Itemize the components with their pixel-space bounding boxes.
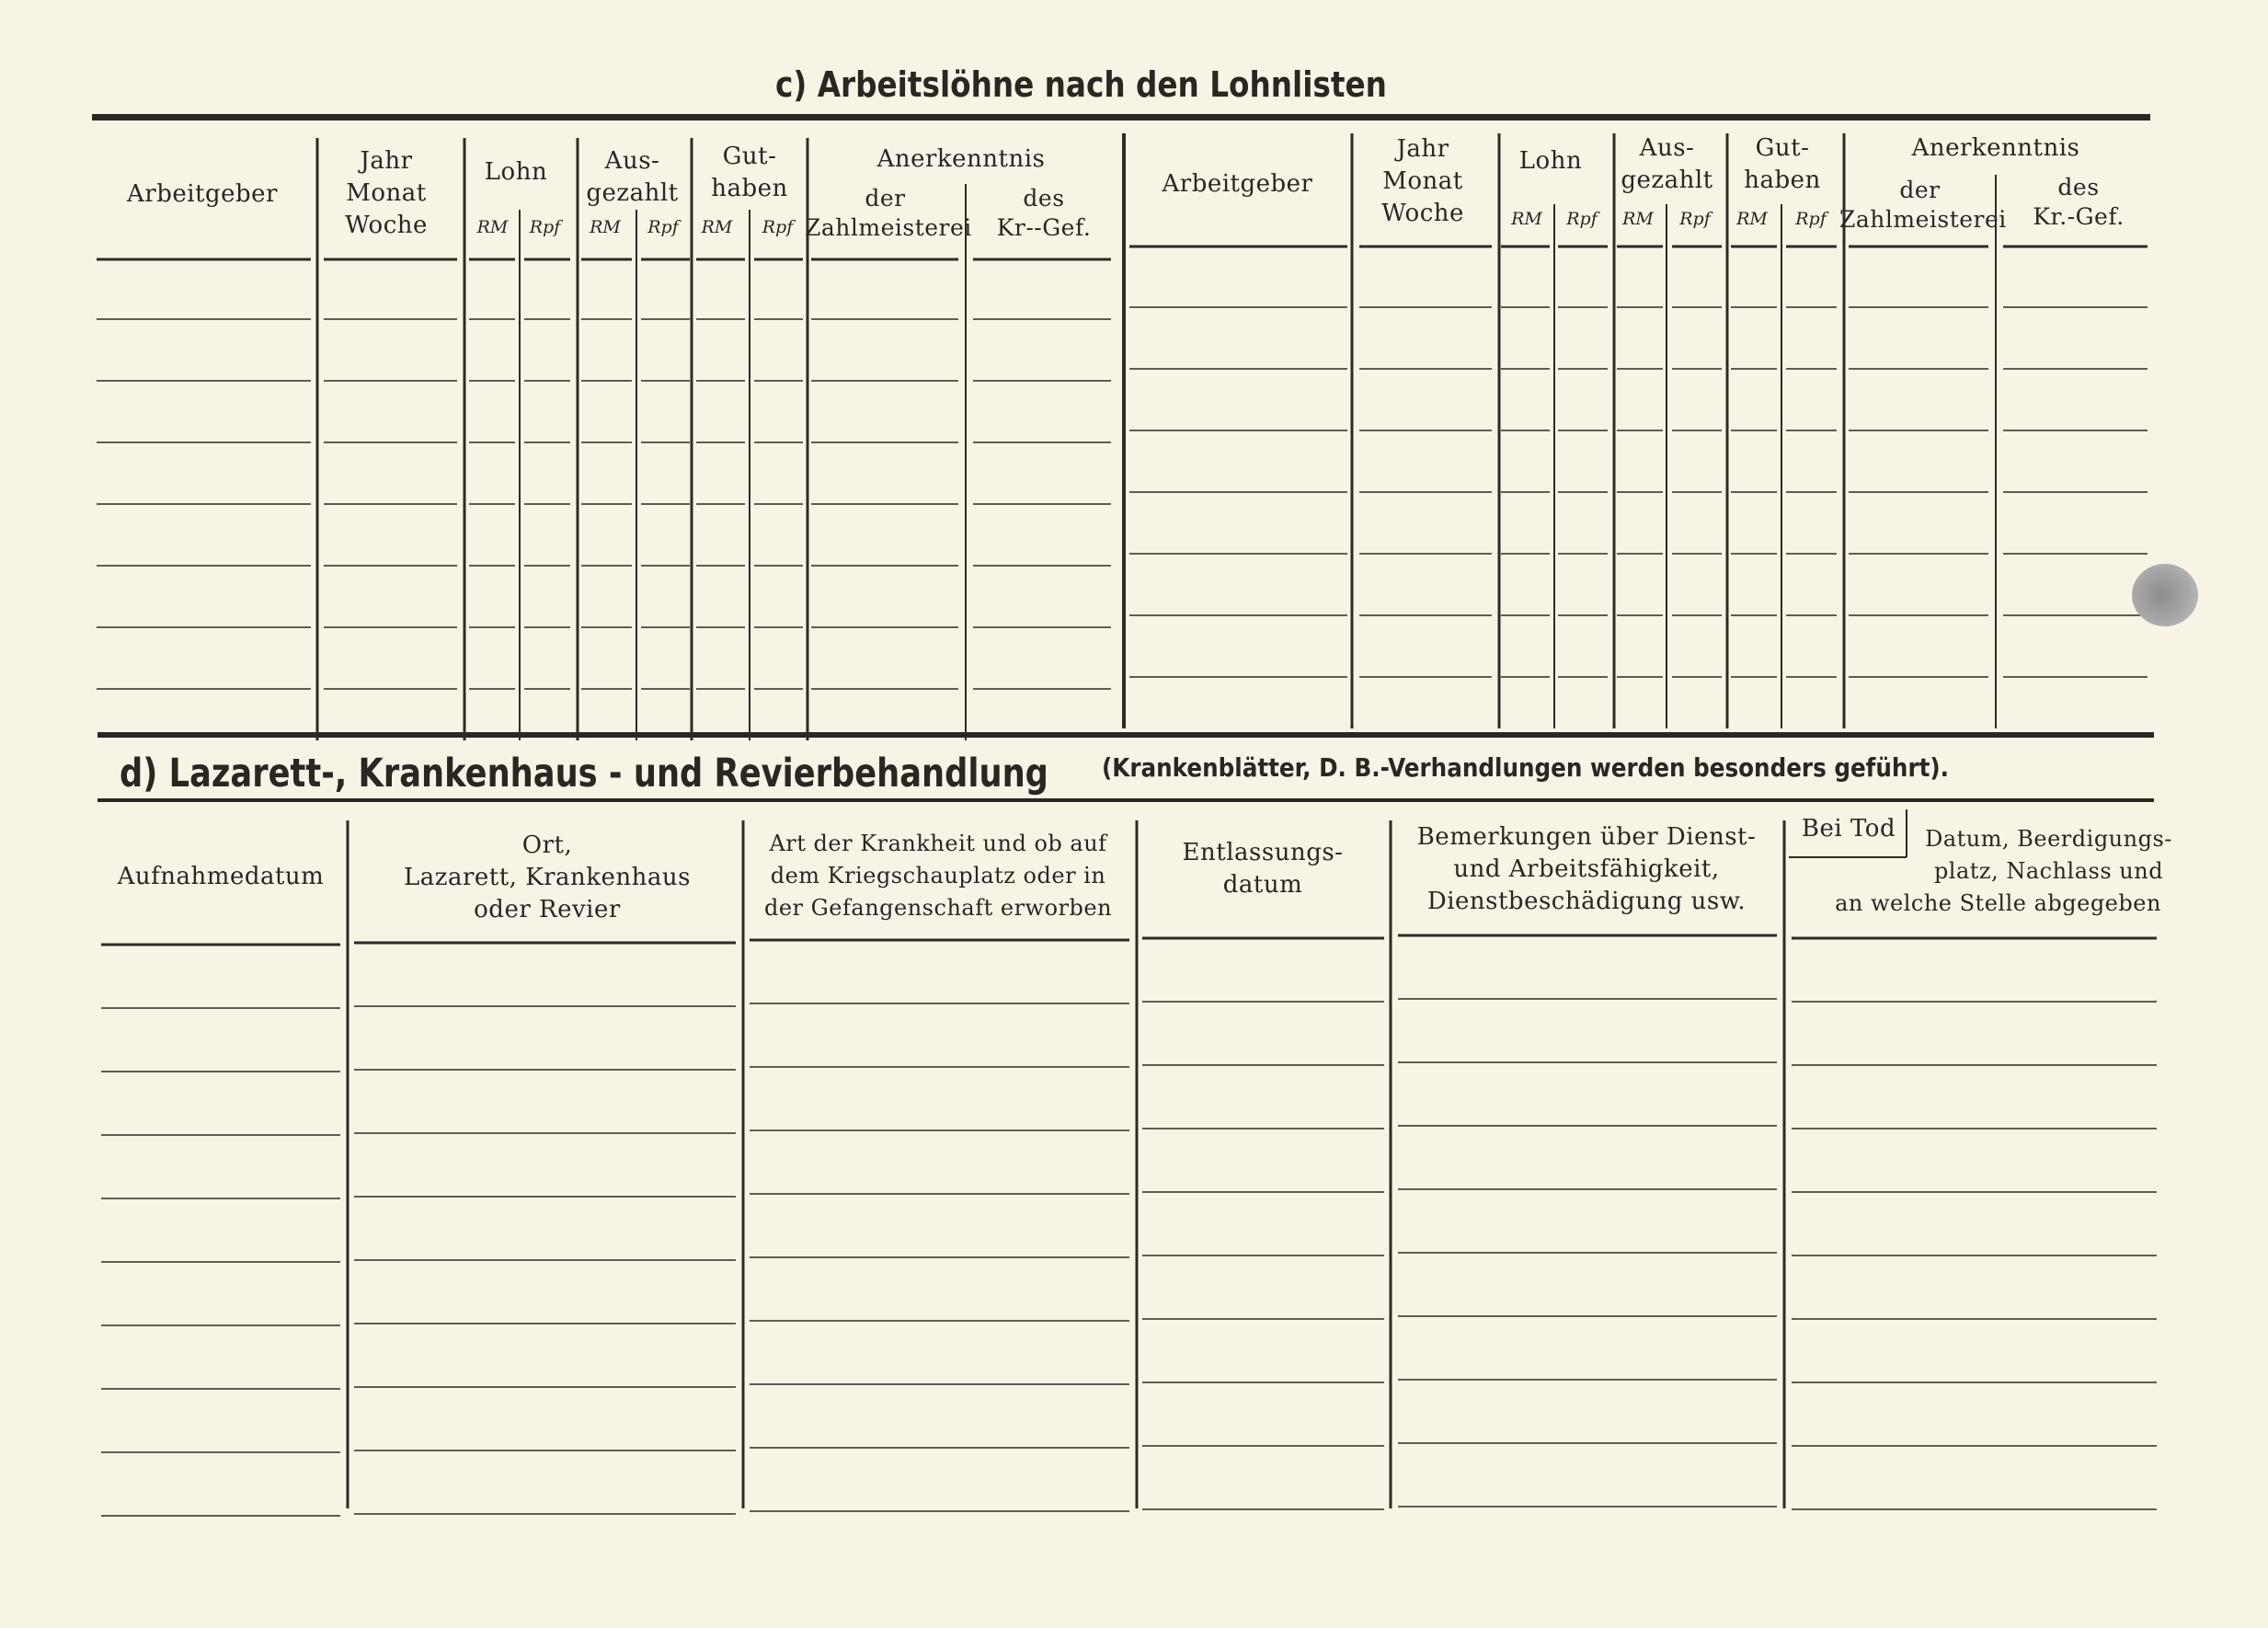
header-jahr-monat-woche-right: Jahr Monat Woche [1381,135,1464,227]
header-lohn-rpf-left: Rpf [529,217,561,237]
header-ausgezahlt-right: Aus- gezahlt [1621,134,1713,194]
section-d-title-text: Lazarett-, Krankenhaus - und Revierbehandlung [168,751,1048,797]
header-anerkenntnis-right: Anerkenntnis [1911,134,2080,162]
section-c-title-text: Arbeitslöhne nach den Lohnlisten [817,64,1387,105]
header-ausgezahlt-left: Aus- gezahlt [586,147,679,207]
header-arbeitgeber-right: Arbeitgeber [1162,170,1313,198]
header-lohn-rpf-right: Rpf [1566,209,1598,229]
header-des-kr-gef-right: des Kr.-Gef. [2033,174,2125,230]
header-ausgezahlt-rpf-left: Rpf [647,217,679,237]
header-aufnahmedatum: Aufnahmedatum [117,863,325,890]
header-datum-beerdigung: Datum, Beerdigungs- platz, Nachlass und an welche Stelle abgegeben [1835,826,2172,916]
header-lohn-rm-left: RM [476,217,509,237]
header-guthaben-right: Gut- haben [1744,134,1821,194]
header-jahr-monat-woche-left: Jahr Monat Woche [345,147,428,239]
header-lohn-right: Lohn [1518,147,1583,175]
header-bei-tod: Bei Tod [1801,815,1896,843]
header-lohn-left: Lohn [484,158,548,186]
header-ausgezahlt-rm-left: RM [590,217,621,237]
header-ausgezahlt-rm-right: RM [1622,209,1654,229]
header-art-der-krankheit: Art der Krankheit und ob auf dem Kriegschauplatz oder in der Gefangenschaft erworben [763,831,1113,921]
header-der-zahlmeisterei-right: der Zahlmeisterei [1839,177,2007,233]
section-d-letter: d) [120,751,158,797]
section-c-letter: c) [775,64,808,105]
header-guthaben-rpf-left: Rpf [762,217,794,237]
punch-hole [2132,564,2198,626]
header-des-kr-gef-left: des Kr--Gef. [996,185,1092,241]
header-entlassungsdatum: Entlassungs- datum [1182,839,1344,899]
header-der-zahlmeisterei-left: der Zahlmeisterei [805,185,972,241]
header-arbeitgeber-left: Arbeitgeber [127,180,278,208]
header-bemerkungen: Bemerkungen über Dienst- und Arbeitsfähigkeit, Dienstbeschädigung usw. [1416,823,1757,915]
header-anerkenntnis-left: Anerkenntnis [876,145,1046,173]
header-guthaben-rm-left: RM [701,217,733,237]
header-lohn-rm-right: RM [1511,209,1542,229]
header-guthaben-rm-right: RM [1736,209,1768,229]
header-guthaben-left: Gut- haben [711,143,788,202]
header-ort: Ort, Lazarett, Krankenhaus oder Revier [403,831,692,923]
header-ausgezahlt-rpf-right: Rpf [1679,209,1711,229]
section-d-title-note: (Krankenblätter, D. B.-Verhandlungen werden besonders geführt). [1102,752,1950,783]
header-guthaben-rpf-right: Rpf [1795,209,1827,229]
